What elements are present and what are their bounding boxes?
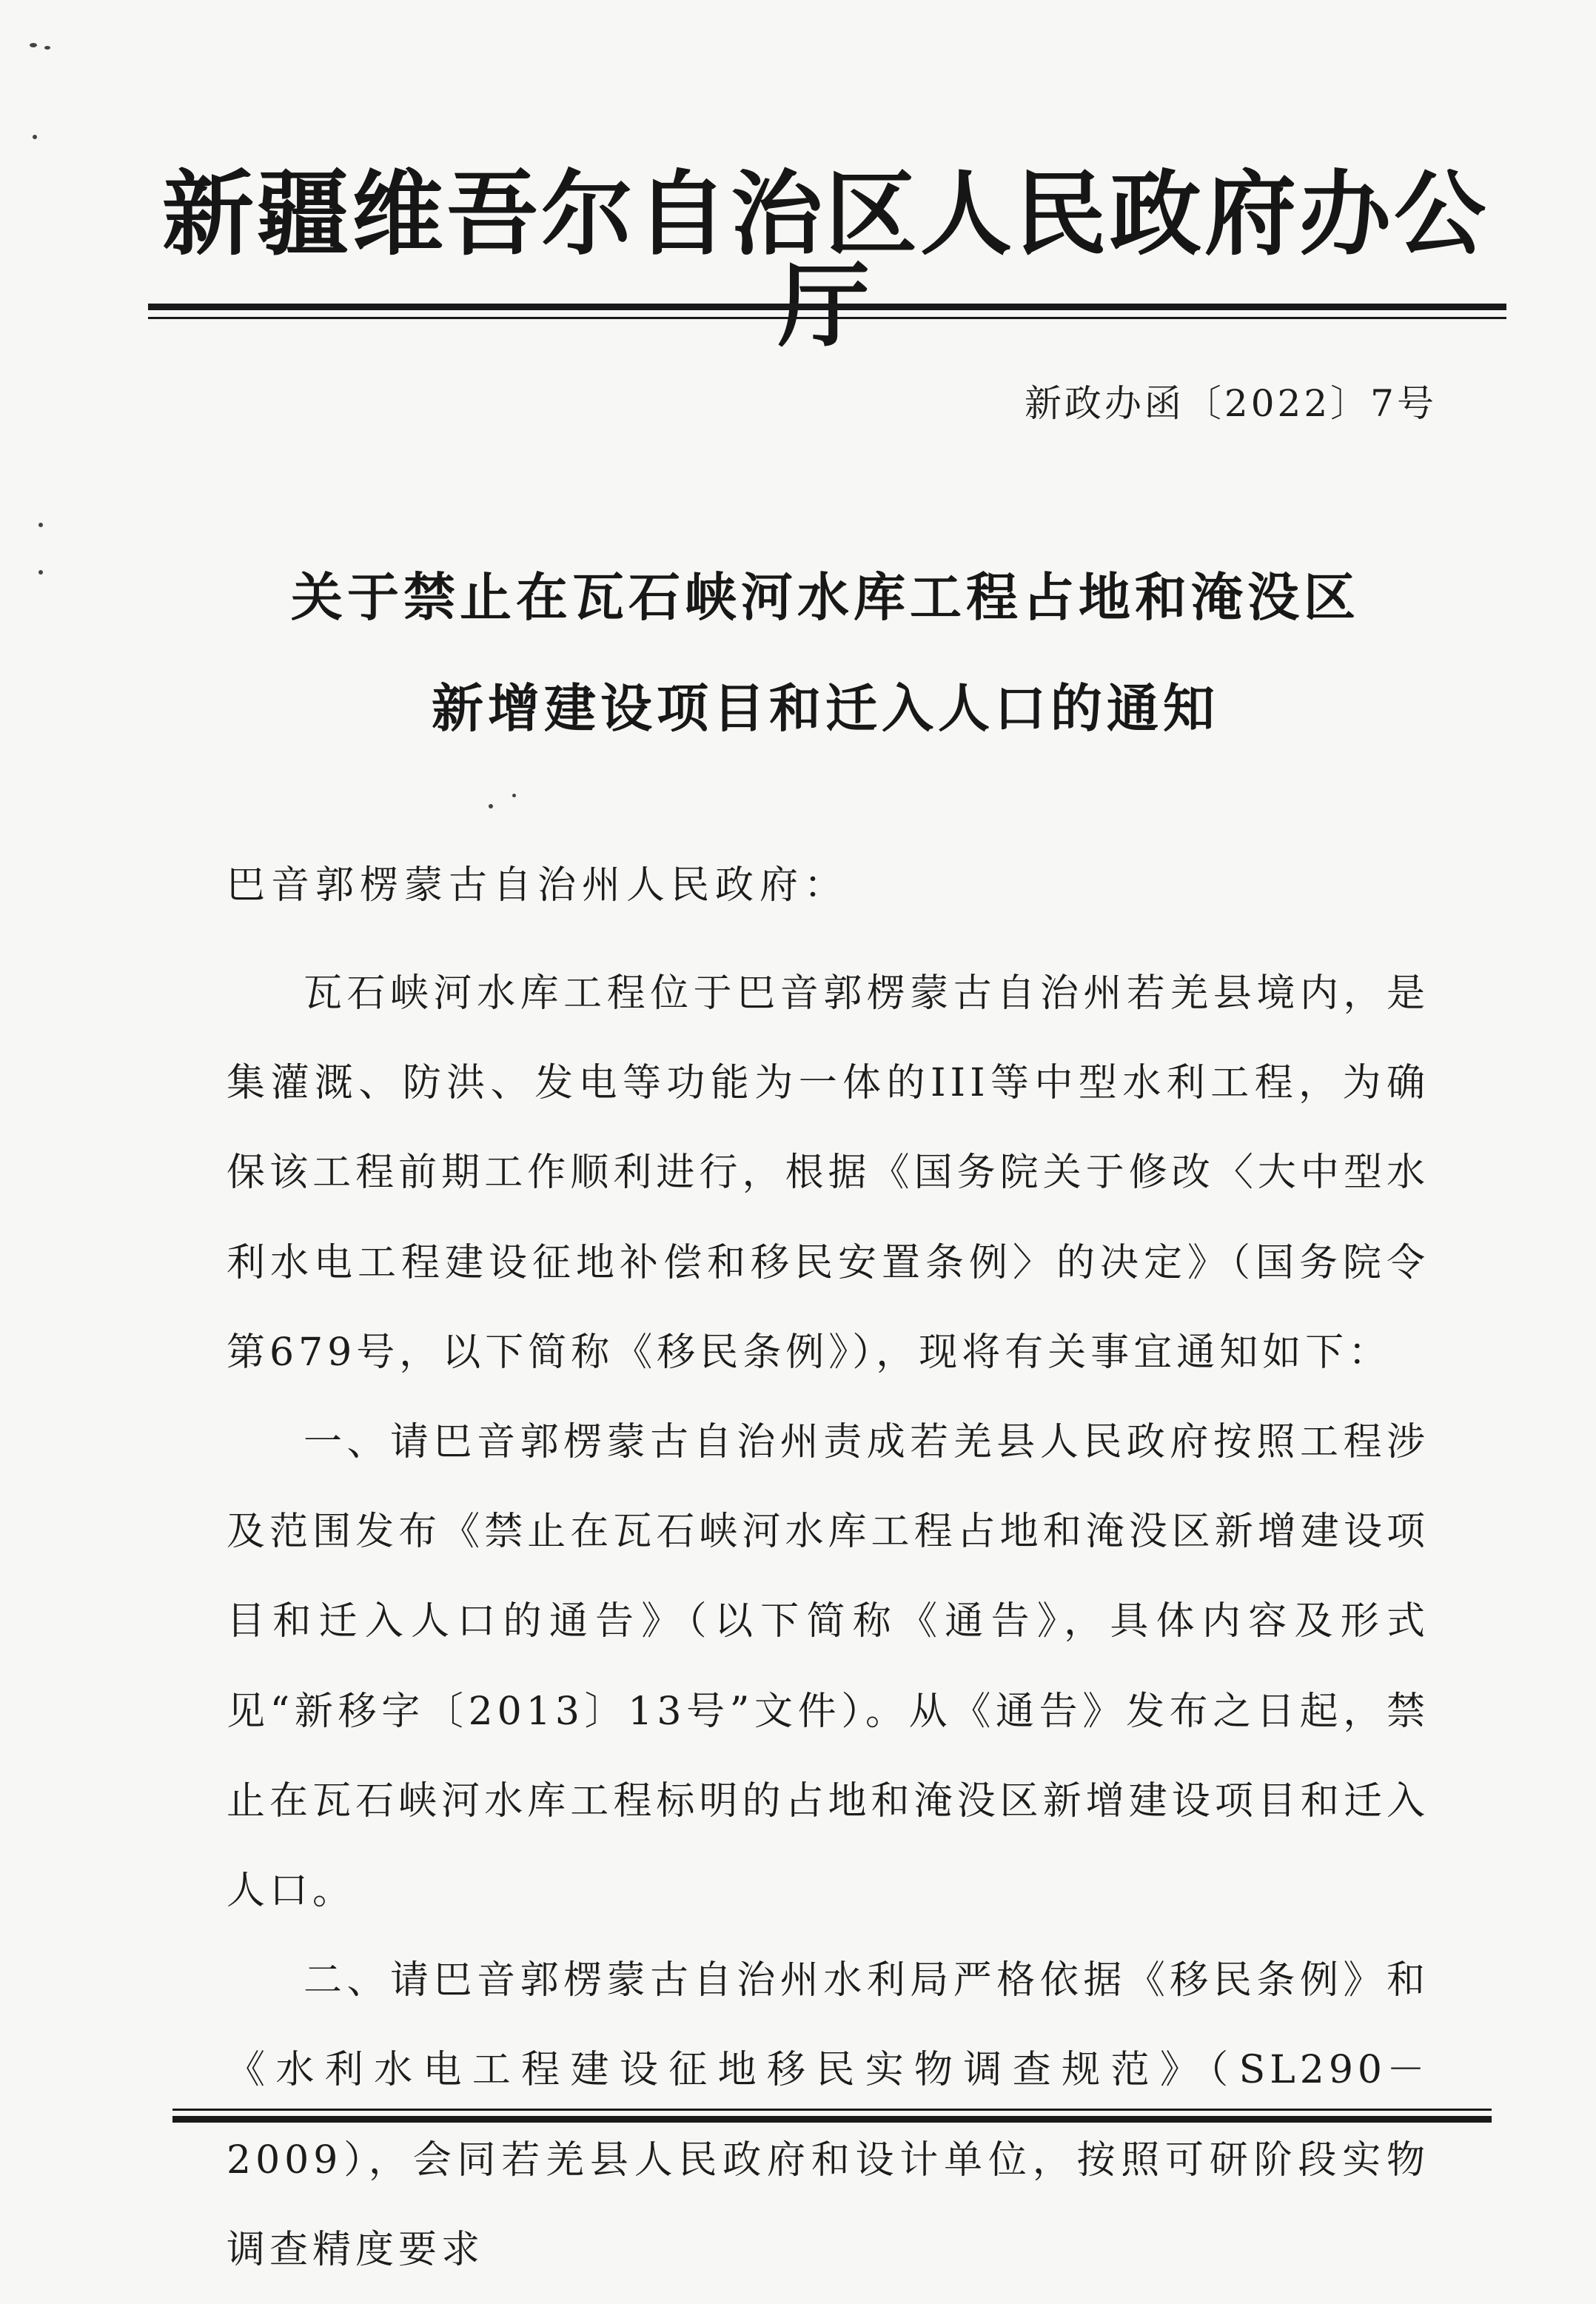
body-text bbox=[227, 949, 1429, 2295]
scan-speck bbox=[30, 43, 37, 47]
scan-speck bbox=[38, 570, 43, 575]
title-line-2: 新增建设项目和迁入人口的通知 bbox=[432, 678, 1219, 739]
header-rule-thick bbox=[148, 304, 1506, 310]
paragraph-intro: 瓦石峡河水库工程位于巴音郭楞蒙古自治州若羌县境内，是集灌溉、防洪、发电等功能为一体的III等中型水利工程，为确保该工程前期工作顺利进行，根据《国务院关于修改〈大中型水利水电工程建设征地补偿和移民安置条例〉的决定》（国务院令第679号，以下简称《移民条例》），现将有关事宜通知如下： bbox=[227, 971, 1429, 1375]
footer-rule-thin bbox=[172, 2109, 1492, 2111]
issuer-header: 新疆维吾尔自治区人民政府办公厅 bbox=[161, 161, 1489, 360]
scan-speck bbox=[33, 135, 37, 139]
scan-speck bbox=[489, 804, 493, 808]
paragraph-item-1: 一、请巴音郭楞蒙古自治州责成若羌县人民政府按照工程涉及范围发布《禁止在瓦石峡河水库工程占地和淹没区新增建设项目和迁入人口的通告》（以下简称《通告》，具体内容及形式见“新移字〔2013〕13号”文件）。从《通告》发布之日起，禁止在瓦石峡河水库工程标明的占地和淹没区新增建设项目和迁入人口。 bbox=[227, 1420, 1429, 1914]
footer-rule-thick bbox=[172, 2116, 1492, 2123]
paragraph-item-2: 二、请巴音郭楞蒙古自治州水利局严格依据《移民条例》和《水利水电工程建设征地移民实物调查规范》（SL290－2009），会同若羌县人民政府和设计单位，按照可研阶段实物调查精度要求 bbox=[227, 1958, 1429, 2272]
scan-speck bbox=[44, 46, 50, 50]
scan-speck bbox=[38, 523, 43, 527]
salutation: 巴音郭楞蒙古自治州人民政府： bbox=[227, 863, 849, 908]
title-line-1: 关于禁止在瓦石峡河水库工程占地和淹没区 bbox=[291, 567, 1360, 628]
document-number: 新政办函〔2022〕7号 bbox=[1024, 382, 1437, 425]
scan-speck bbox=[512, 794, 516, 797]
header-rule-thin bbox=[148, 317, 1506, 319]
